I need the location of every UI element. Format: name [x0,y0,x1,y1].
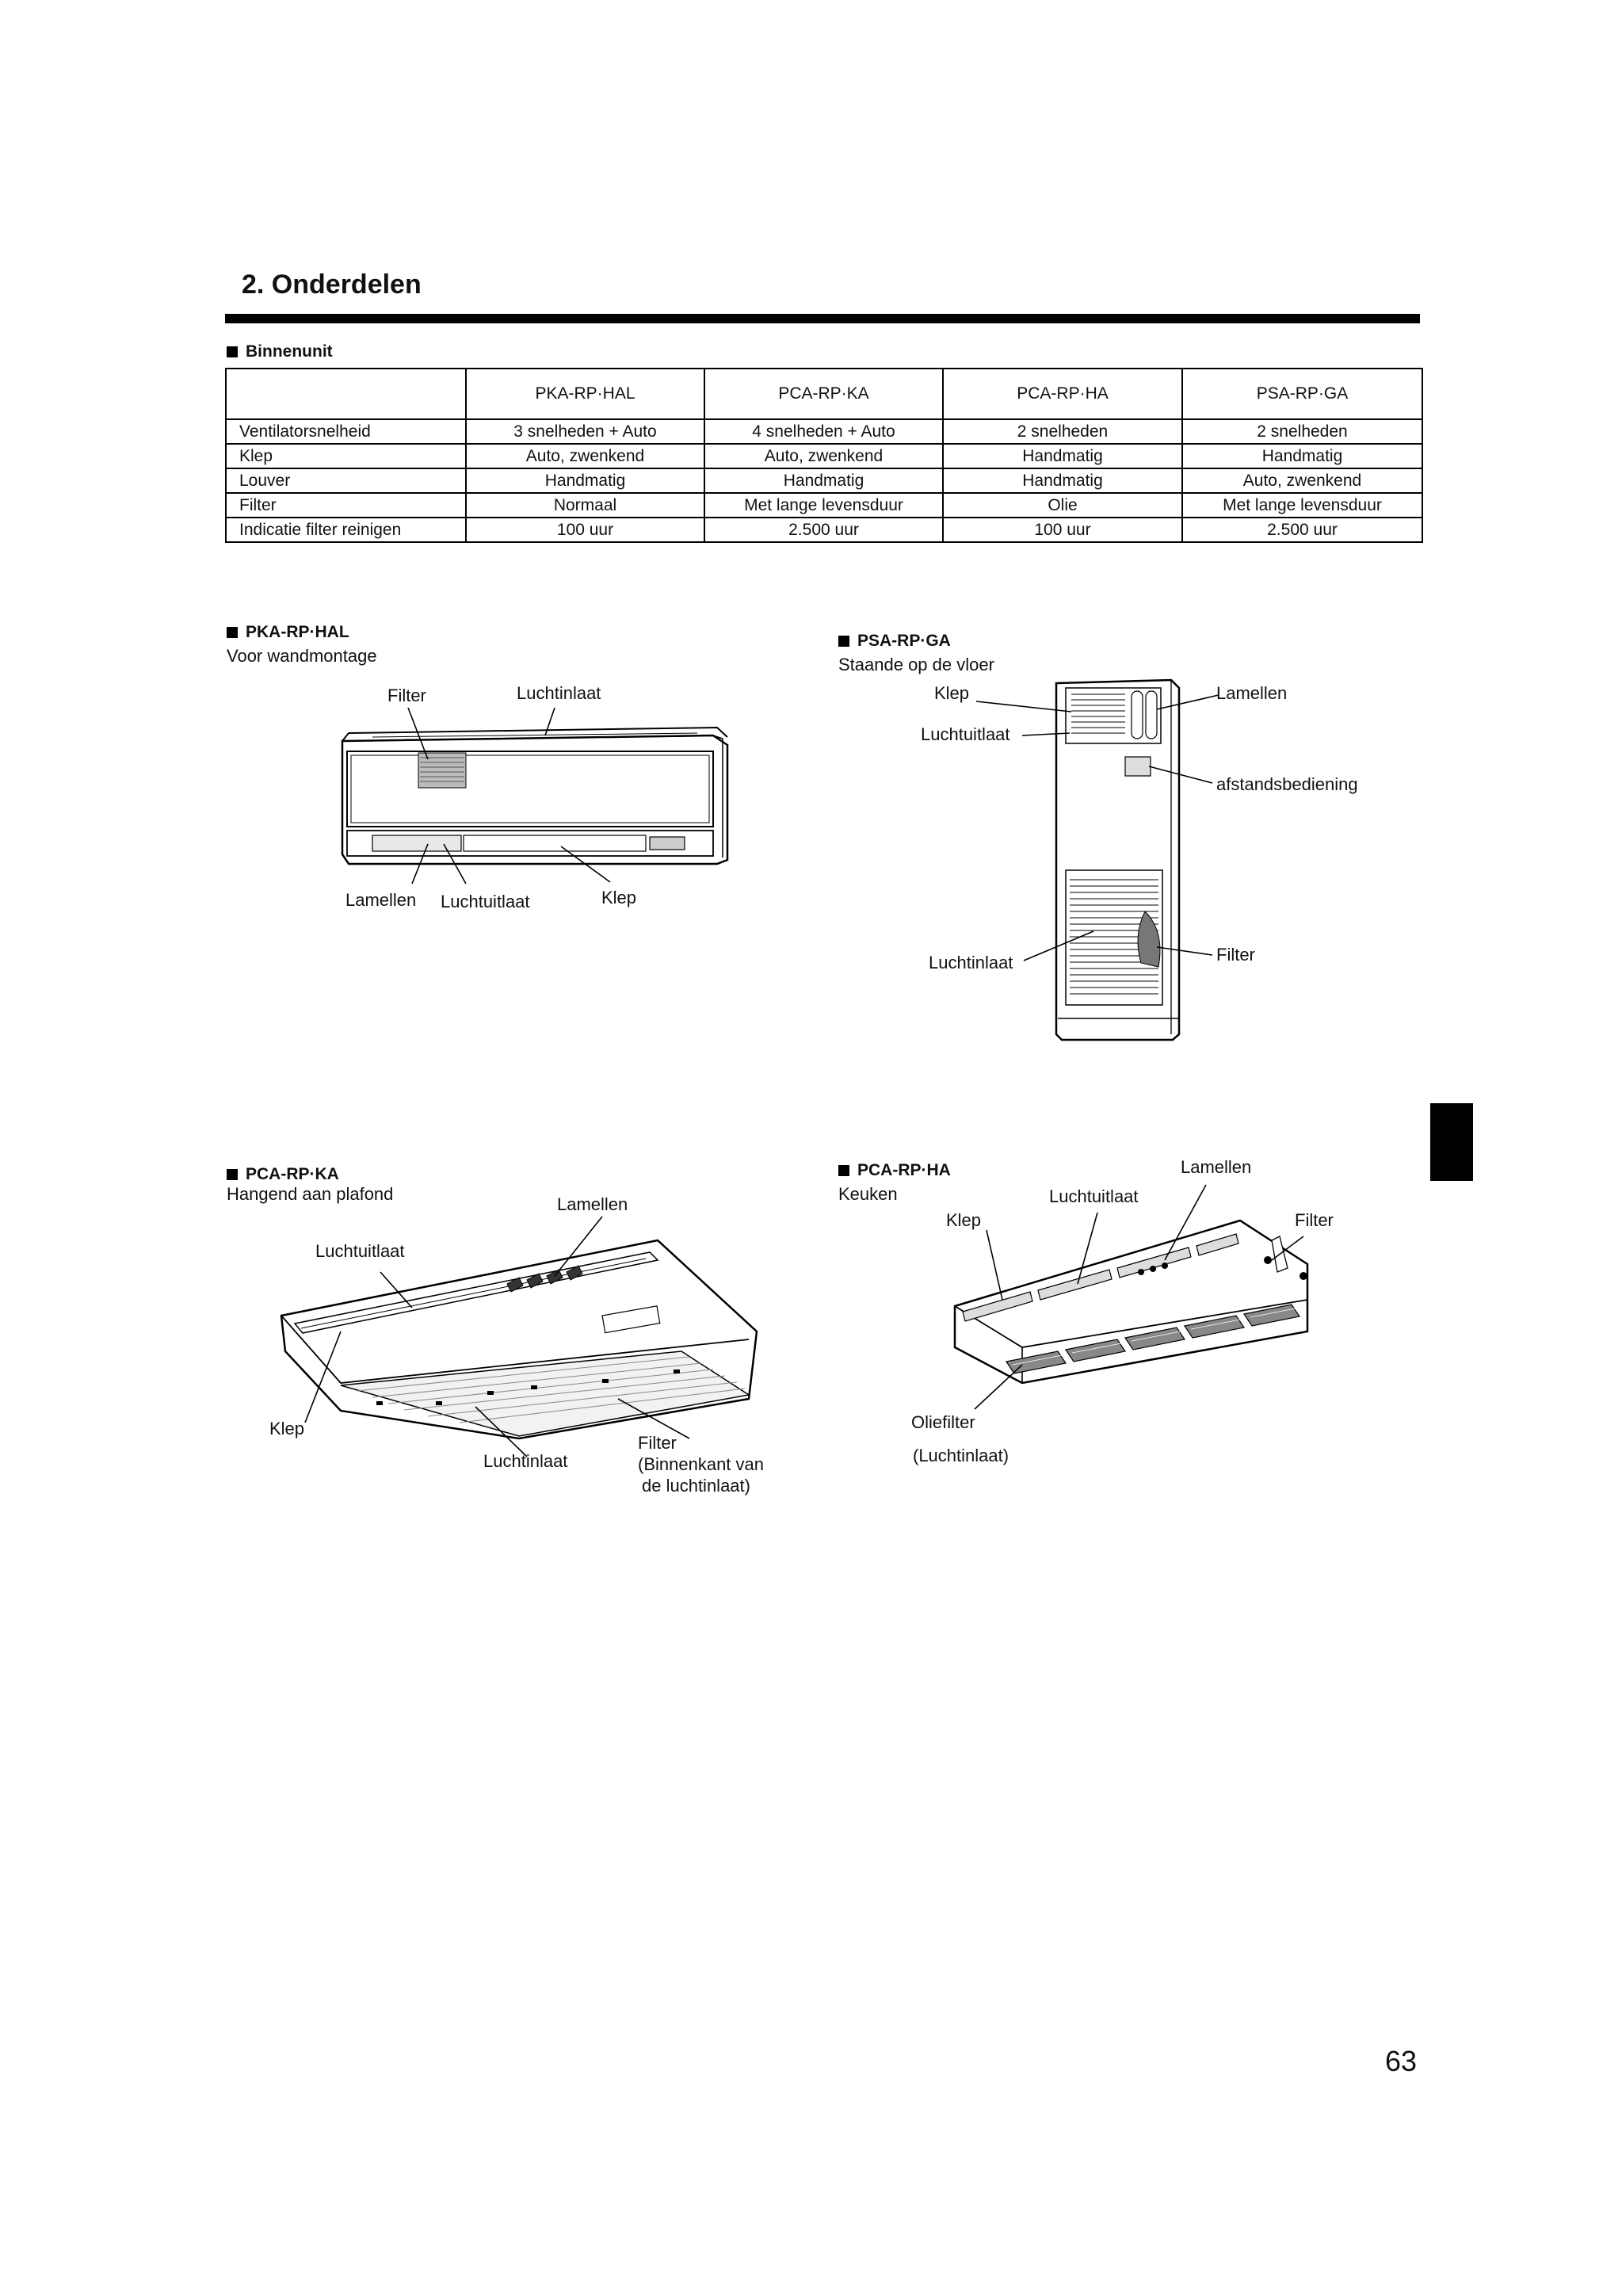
pca-ha-label-klep: Klep [946,1210,982,1230]
table-cell: Handmatig [943,468,1182,493]
table-cell: Ventilatorsnelheid [226,419,466,444]
table-cell: Handmatig [943,444,1182,468]
section-tab [1430,1103,1473,1181]
table-cell: 100 uur [466,518,704,542]
pca-ka-label-filter-note2: de luchtinlaat) [642,1476,750,1496]
table-cell: Auto, zwenkend [466,444,704,468]
psa-label-inlet: Luchtinlaat [929,953,1013,972]
pka-label-outlet: Luchtuitlaat [441,892,530,911]
pca-ha-title: PCA-RP·HA [857,1161,951,1179]
psa-title: PSA-RP·GA [857,632,951,650]
psa-label-klep: Klep [934,683,970,703]
pca-ka-label-filter: Filter [638,1433,677,1453]
pca-ha-label-filter: Filter [1295,1210,1334,1230]
pca-ka-label-lamellen: Lamellen [557,1194,628,1214]
table-cell: Met lange levensduur [1182,493,1422,518]
table-cell: Indicatie filter reinigen [226,518,466,542]
table-cell: 100 uur [943,518,1182,542]
pca-ha-subtitle: Keuken [838,1184,898,1204]
table-cell: Normaal [466,493,704,518]
pka-title: PKA-RP·HAL [246,623,349,641]
table-header-cell: PSA-RP·GA [1182,369,1422,419]
pka-label-inlet: Luchtinlaat [517,683,601,703]
pka-label-filter: Filter [387,686,426,705]
pca-ka-subtitle: Hangend aan plafond [227,1184,394,1204]
table-cell: Handmatig [1182,444,1422,468]
pca-ka-label-klep: Klep [269,1419,305,1438]
pca-ha-label-lamellen: Lamellen [1181,1157,1252,1177]
table-cell: Olie [943,493,1182,518]
pka-label-lamellen: Lamellen [345,890,417,910]
table-header-cell: PCA-RP·HA [943,369,1182,419]
table-cell: 2 snelheden [943,419,1182,444]
table-cell: Auto, zwenkend [1182,468,1422,493]
table-cell: Louver [226,468,466,493]
table-cell: 2.500 uur [1182,518,1422,542]
pca-ha-label-oil-filter-note: (Luchtinlaat) [913,1446,1009,1465]
pca-ka-label-outlet: Luchtuitlaat [315,1241,405,1261]
table-header-cell: PCA-RP·KA [704,369,943,419]
section-title: 2. Onderdelen [242,269,422,300]
table-cell: Met lange levensduur [704,493,943,518]
pca-ha-label-oil-filter: Oliefilter [911,1412,975,1432]
table-cell: Handmatig [466,468,704,493]
pka-subtitle: Voor wandmontage [227,646,377,666]
psa-label-outlet: Luchtuitlaat [921,724,1010,744]
pca-ka-label-filter-note1: (Binnenkant van [638,1454,764,1474]
psa-subtitle: Staande op de vloer [838,655,994,674]
indoor-heading-text: Binnenunit [246,342,333,361]
table-cell: Filter [226,493,466,518]
table-cell: Handmatig [704,468,943,493]
table-cell: 3 snelheden + Auto [466,419,704,444]
table-cell: Klep [226,444,466,468]
table-header-cell: PKA-RP·HAL [466,369,704,419]
pca-ka-label-inlet: Luchtinlaat [483,1451,568,1471]
pca-ha-label-outlet: Luchtuitlaat [1049,1186,1139,1206]
pca-ka-title: PCA-RP·KA [246,1165,339,1183]
psa-label-filter: Filter [1216,945,1255,965]
psa-label-lamellen: Lamellen [1216,683,1288,703]
pka-label-klep: Klep [601,888,637,907]
table-cell: Auto, zwenkend [704,444,943,468]
page-number: 63 [1385,2045,1418,2077]
table-cell: 2.500 uur [704,518,943,542]
psa-label-remote: afstandsbediening [1216,774,1358,794]
table-cell: 4 snelheden + Auto [704,419,943,444]
table-cell: 2 snelheden [1182,419,1422,444]
